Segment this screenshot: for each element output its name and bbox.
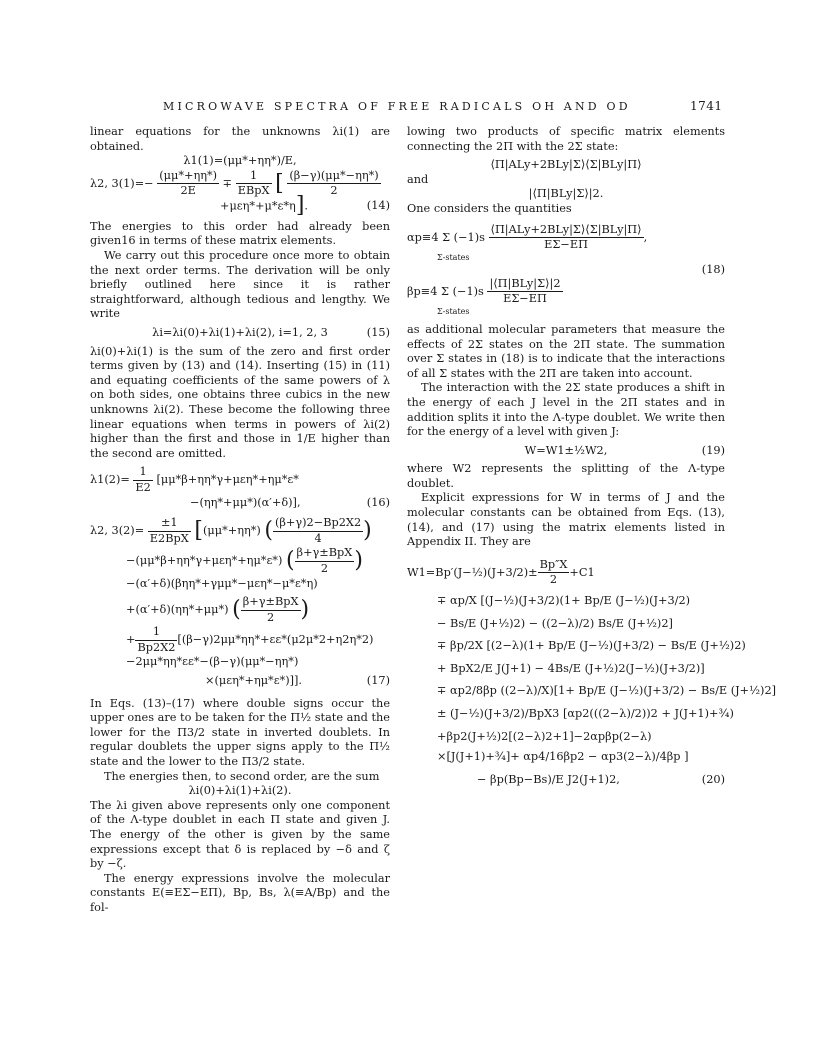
equation-18-number-row [407, 263, 725, 277]
numerator: 1 [152, 625, 161, 639]
paren: ( [232, 596, 241, 622]
eq-lhs: λ2, 3(2)= [90, 524, 145, 538]
denominator: E2 [135, 480, 151, 494]
paragraph: where W2 represents the splitting of the Λ-type doublet. [407, 462, 725, 490]
sign: ∓ [222, 176, 233, 190]
equation-sum: λi(0)+λi(1)+λi(2). [188, 784, 292, 798]
numerator: (μμ*+ηη*) [159, 168, 218, 182]
equation-17b [90, 546, 390, 576]
equation-17d [90, 595, 390, 625]
paren: ( [285, 548, 295, 574]
fraction [538, 558, 570, 588]
paren: ) [300, 596, 310, 622]
denominator: 2 [241, 610, 301, 626]
paragraph: The energies then, to second order, are the sum [104, 769, 380, 783]
equation-20-line5: + BpX2/E J(J+1) − 4Bs/E (J+½)2(J−½)(J+3/2)] [437, 661, 705, 675]
fraction [487, 277, 562, 307]
bracket: ] [295, 192, 305, 218]
equation-17c: −(α′+δ)(βηη*+γμμ*−μεη*−μ*ε*η) [126, 576, 318, 590]
denominator: Bp2X2 [137, 640, 176, 654]
equation-20-line2: ∓ αp/X [(J−½)(J+3/2)(1+ Bp/E (J−½)(J+3/2) [437, 594, 691, 608]
denominator: 4 [273, 531, 363, 547]
paren: ) [354, 548, 363, 574]
paragraph: Explicit expressions for W in terms of J and the molecular constants can be obtained from Eqs. (13), (14), and (17) using the matrix elements listed in Appendix II. They are [407, 491, 725, 549]
paren: ( [264, 517, 273, 543]
eq-term: +μεη*+μ*ε*η [220, 199, 296, 213]
equation-17a [90, 516, 390, 546]
numerator: (β−γ)(μμ*−ηη*) [289, 168, 379, 182]
paragraph: λi(0)+λi(1) is the sum of the zero and first order terms given by (13) and (14). Inserting (15) in (11) and equating coefficients of the same powers of λ on both sides, one obtains three cubics in the new unknowns λi(2). These become the following three linear equations when terms in powers of λi(2) higher than the first and those in 1/E higher than the second are omitted. [90, 344, 390, 460]
fraction [148, 516, 191, 546]
fraction [273, 516, 363, 546]
fraction [133, 465, 152, 495]
equation-number: (14) [366, 198, 390, 212]
equation-14c: +μεη*+μ*ε*η]. (14) [220, 192, 390, 218]
paragraph: The energies to this order had already been given16 in terms of these matrix elements. [90, 219, 390, 248]
equation-20-line3: − Bs/E (J+½)2) − ((2−λ)/2) Bs/E (J+½)2] [437, 616, 673, 630]
denominator: 2 [287, 183, 380, 199]
equation-20-line6: ∓ αp2/8βp ((2−λ)/X)[1+ Bp/E (J−½)(J+3/2) − Bs/E (J+½)2] [437, 684, 777, 698]
equation-number: (18) [701, 262, 725, 276]
numerator: 1 [139, 465, 147, 479]
numerator: ±1 [160, 516, 178, 530]
equation-14b [90, 169, 390, 199]
paragraph: The interaction with the 2Σ state produces a shift in the energy of each J level in the 2Π states and in addition splits it into the Λ-type doublet. We write then for the energy of a level with given J: [407, 381, 725, 439]
denominator: E2BpX [149, 531, 189, 545]
equation-14a: λ1(1)=(μμ*+ηη*)/E, [183, 154, 297, 168]
right-column [407, 125, 777, 787]
equation-17e: + $\frac{1}{Bp2X2}$ [(β−γ)2μμ*ηη*+εε*(μ2μ*2+η2η*2) [126, 625, 374, 654]
paren: ) [363, 517, 372, 543]
equation-20-line4: ∓ βp/2X [(2−λ)(1+ Bp/E (J−½)(J+3/2) − Bs/E (J+½)2) [437, 639, 746, 653]
sum-subscript: Σ-states [437, 252, 470, 262]
equation-15 [90, 326, 390, 341]
denominator: 2 [295, 561, 355, 577]
paragraph: as additional molecular parameters that measure the effects of 2Σ states on the 2Π state. The summation over Σ states in (18) is to indicate that the interactions of all Σ states with the 2Π are taken into account. [407, 322, 725, 380]
numerator: 1 [250, 168, 258, 182]
running-title: MICROWAVE SPECTRA OF FREE RADICALS OH AND OD [163, 100, 631, 113]
bracket: [ [275, 170, 284, 196]
denominator: 2E [157, 183, 219, 199]
denominator: 2 [538, 572, 570, 588]
eq-term: +(α′+δ)(ηη*+μμ*) [126, 603, 229, 617]
equation-20-line10 [407, 773, 725, 788]
and-word [407, 173, 725, 188]
paragraph: We carry out this procedure once more to obtain the next order terms. The derivation will be only briefly outlined here since it is rather straightforward, although tedious and lengthy. We write [90, 249, 390, 321]
equation-number: (19) [701, 443, 725, 457]
page-number: 1741 [690, 99, 723, 113]
numerator: β+γ±BpX [242, 595, 299, 609]
fraction [157, 169, 219, 199]
fraction [489, 223, 644, 253]
numerator: β+γ±BpX [296, 546, 353, 560]
paragraph: The λi given above represents only one component of the Λ-type doublet in each Π state and given J. The energy of the other is given by the same expressions except that δ is replaced by −δ and ζ by −ζ. [90, 798, 390, 871]
equation-19 [407, 444, 725, 459]
equation-number: (20) [701, 772, 725, 786]
equation-18-alpha: αp≡4 Σ (−1)s $\frac{\text{⟨Π|ALy+2BLy|Σ⟩⟨Σ|BLy|Π⟩}}{E\Sigma-E\Pi}$ , [407, 222, 648, 252]
eq-term: [(β−γ)2μμ*ηη*+εε*(μ2μ*2+η2η*2) [177, 633, 374, 647]
eq-term: −(μμ*β+ηη*γ+μεη*+ημ*ε*) [126, 554, 283, 568]
equation-number: (15) [366, 326, 390, 340]
eq-term: W1=Bp′(J−½)(J+3/2)± [407, 565, 538, 579]
equation-number: (17) [366, 674, 390, 688]
equation-20-line7: ± (J−½)(J+3/2)/BpX3 [αp2(((2−λ)/2))2 + J(J+1)+¾) [437, 707, 734, 720]
paragraph: In Eqs. (13)–(17) where double signs occur the upper ones are to be taken for the Π½ state and the lower for the Π3/2 state in inverted doublets. In regular doublets the upper signs apply to the Π½ state and the lower to the Π3/2 state. [90, 696, 390, 769]
equation-number: (16) [366, 495, 390, 509]
equation-17f: −2μμ*ηη*εε*−(β−γ)(μμ*−ηη*) [126, 655, 299, 669]
numerator: (β+γ)2−Bp2X2 [274, 516, 362, 530]
bracket: [ [194, 517, 203, 543]
numerator: ⟨Π|ALy+2BLy|Σ⟩⟨Σ|BLy|Π⟩ [490, 222, 642, 236]
matrix-element-squared: |⟨Π|BLy|Σ⟩|2. [528, 187, 604, 201]
equation-17g [90, 674, 390, 689]
eq-term: −(ηη*+μμ*)(α′+δ)], [190, 495, 301, 509]
eq-lhs: αp≡4 Σ (−1)s [407, 230, 485, 244]
eq-term: (μμ*+ηη*) [202, 524, 261, 538]
eq-body: W=W1±½W2, [524, 443, 608, 457]
eq-lhs: λ1(2)= [90, 473, 130, 487]
eq-term: − βp(Bp−Bs)/E J2(J+1)2, [477, 772, 620, 786]
fraction [236, 169, 272, 199]
eq-lhs: βp≡4 Σ (−1)s [407, 284, 484, 298]
equation-18-beta [407, 277, 725, 307]
paragraph: The energy expressions involve the molecular constants E(≡EΣ−EΠ), Bp, Bs, λ(≡A/Bp) and the fol- [90, 871, 390, 914]
denominator: EBpX [237, 184, 270, 198]
eq-term: +C1 [569, 565, 595, 579]
eq-term: ×(μεη*+ημ*ε*)]]. [205, 674, 303, 688]
fraction [241, 595, 301, 625]
denominator: EΣ−EΠ [489, 237, 644, 253]
sum-subscript: Σ-states [437, 306, 470, 316]
fraction [135, 625, 177, 655]
paragraph: linear equations for the unknowns λi(1) are obtained. [90, 125, 390, 153]
equation-20-line1 [407, 558, 725, 588]
matrix-element-product: ⟨Π|ALy+2BLy|Σ⟩⟨Σ|BLy|Π⟩ [490, 158, 642, 172]
paragraph: One considers the quantities [407, 201, 572, 215]
eq-body: λi=λi(0)+λi(1)+λi(2), i=1, 2, 3 [152, 326, 328, 340]
equation-16b [90, 496, 390, 511]
numerator: Bp″X [539, 557, 568, 571]
equation-20-line8: +βp2(J+½)2[(2−λ)2+1]−2αpβp(2−λ) [437, 729, 652, 743]
denominator: EΣ−EΠ [487, 291, 562, 307]
eq-lhs: λ2, 3(1)=− [90, 176, 154, 190]
conjunction: and [407, 172, 429, 186]
numerator: |⟨Π|BLy|Σ⟩|2 [489, 276, 561, 290]
left-column [90, 125, 390, 916]
eq-term: [μμ*β+ηη*γ+μεη*+ημ*ε* [156, 473, 299, 487]
equation-20-line9: ×[J(J+1)+¾]+ αp4/16βp2 − αp3(2−λ)/4βp ] [437, 750, 689, 764]
paragraph: lowing two products of specific matrix elements connecting the 2Π with the 2Σ state: [407, 125, 725, 153]
equation-16a [90, 465, 390, 495]
fraction [295, 546, 355, 576]
